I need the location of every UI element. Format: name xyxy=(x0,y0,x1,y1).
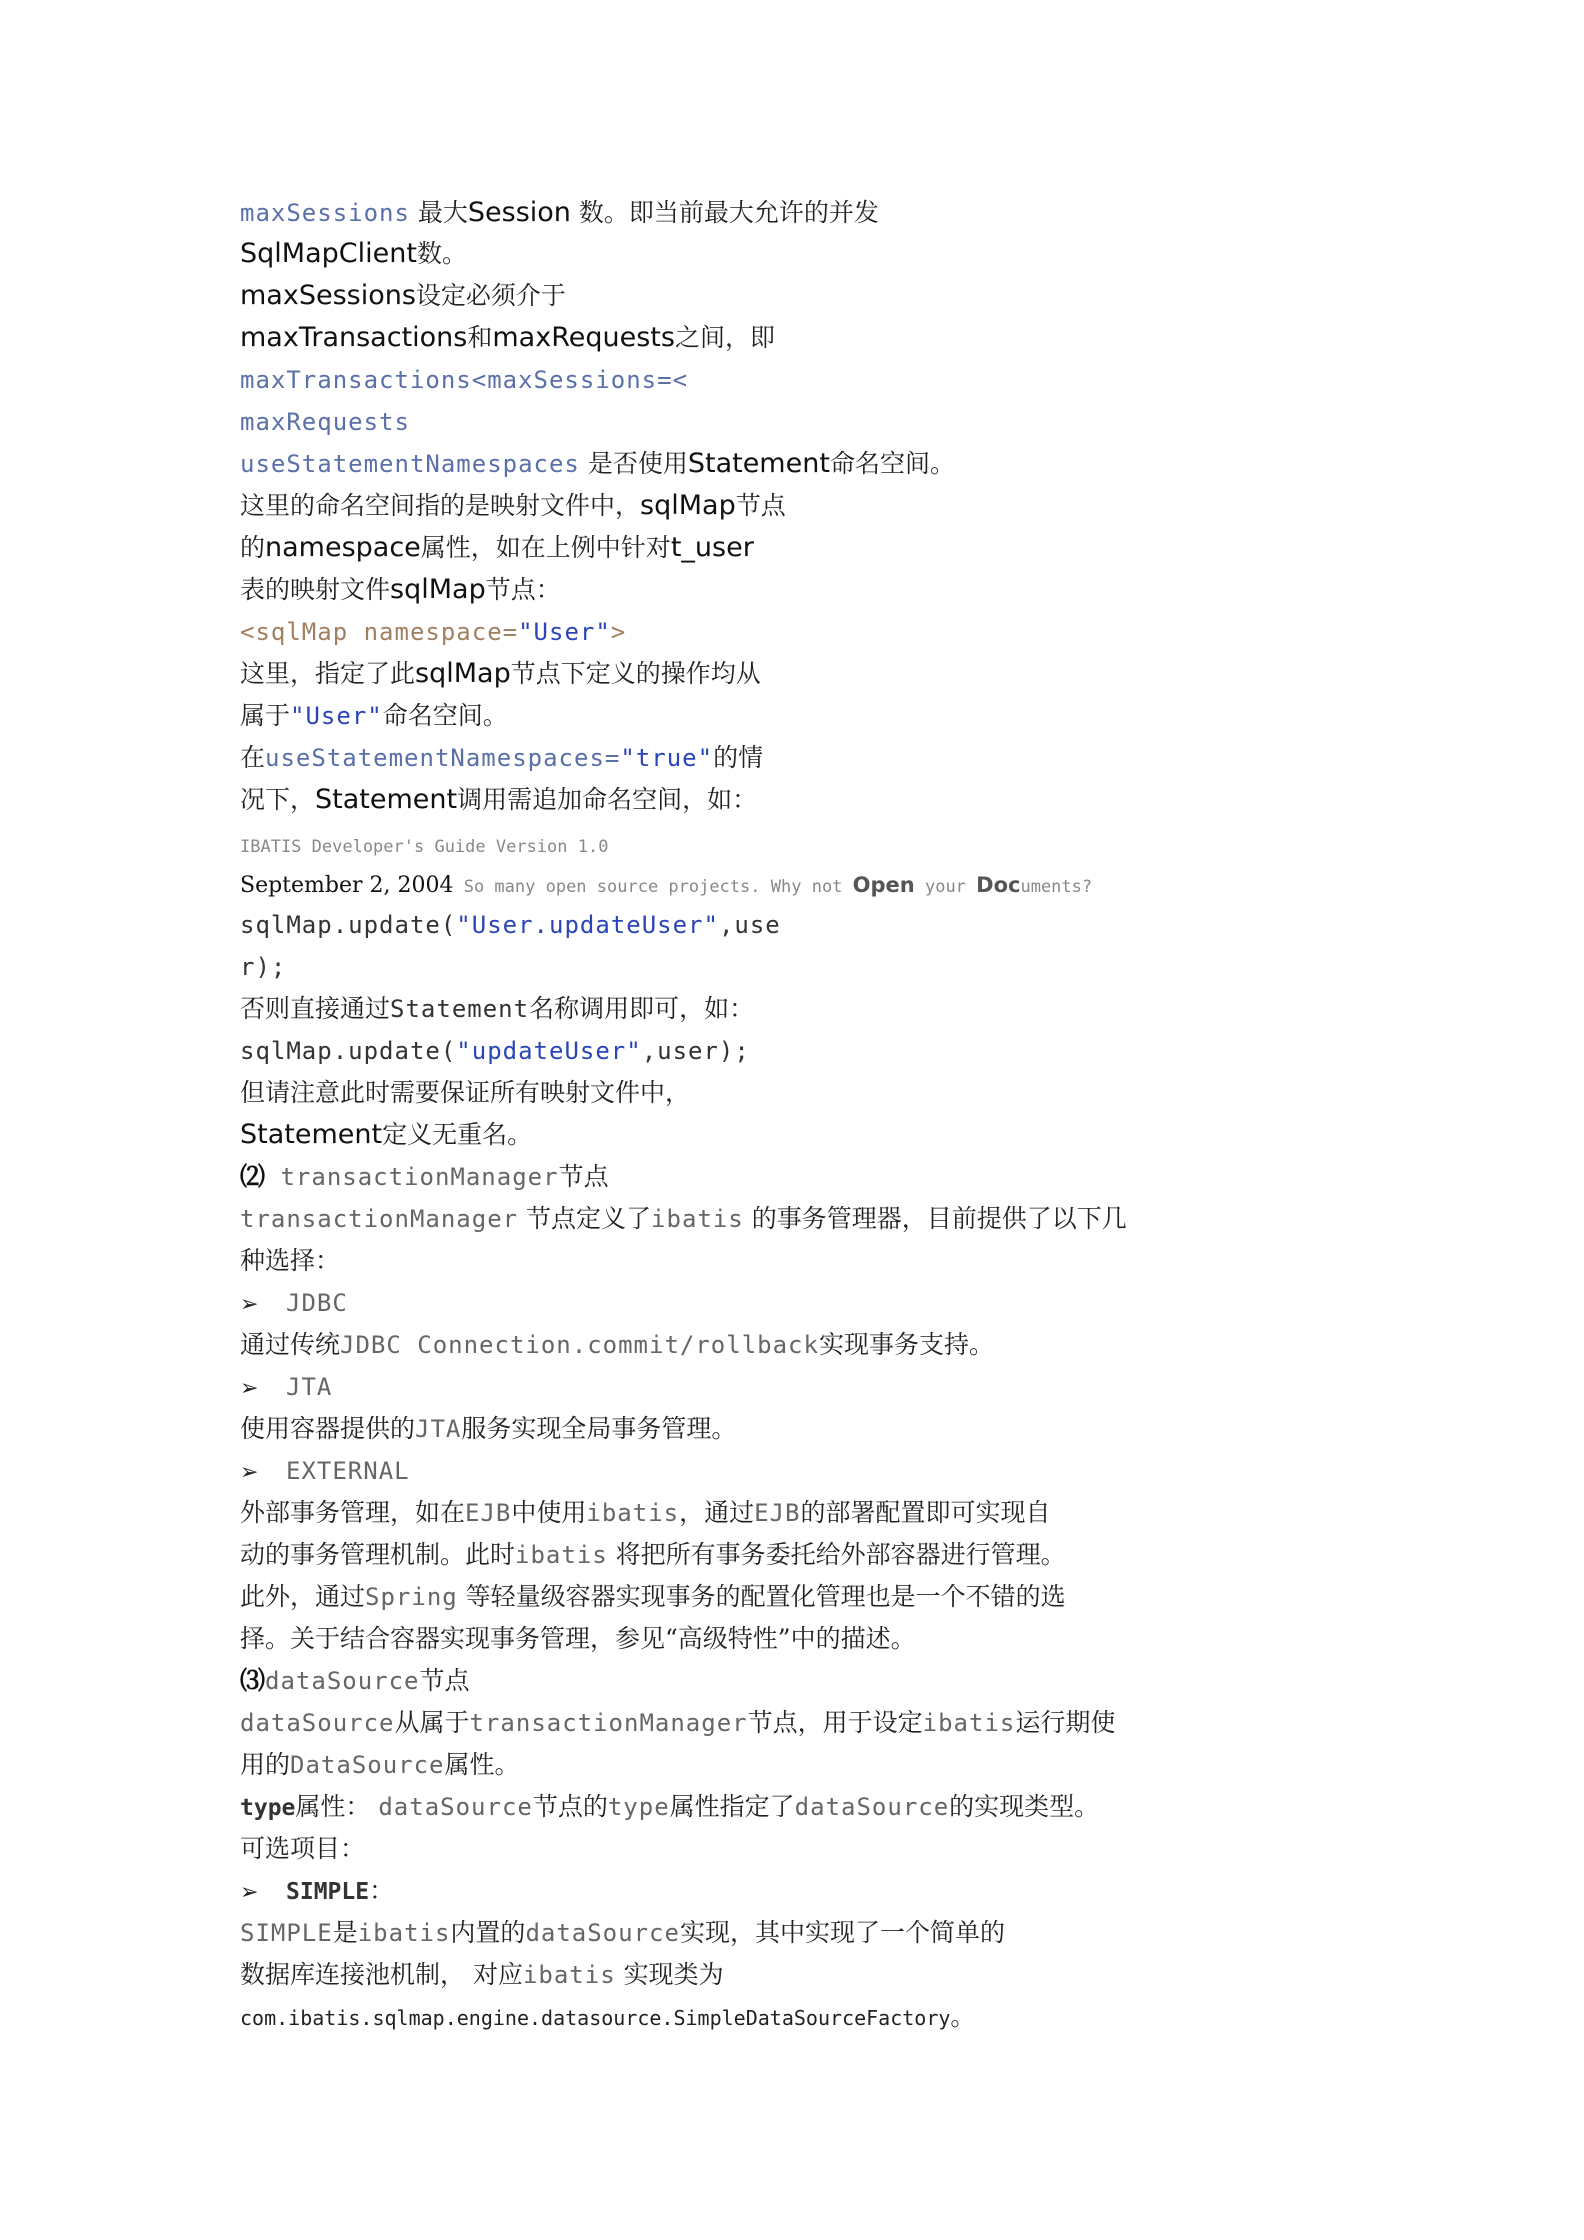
text-line: 这里，指定了此sqlMap节点下定义的操作均从 xyxy=(240,658,761,689)
code-line: com.ibatis.sqlmap.engine.datasource.SimpleDataSourceFactory。 xyxy=(240,2002,976,2031)
text-line: 使用容器提供的JTA服务实现全局事务管理。 xyxy=(240,1414,737,1443)
text-line: 种选择： xyxy=(240,1246,341,1275)
text-line: 外部事务管理，如在EJB中使用ibatis，通过EJB的部署配置即可实现自 xyxy=(240,1498,1051,1527)
text-line: 这里的命名空间指的是映射文件中，sqlMap节点 xyxy=(240,490,786,521)
page-footer-tagline: September 2, 2004 So many open source projects. Why not Open your Documents? xyxy=(240,873,1093,898)
text-line: useStatementNamespaces 是否使用Statement命名空间。 xyxy=(240,448,955,479)
bullet-item: ➢ EXTERNAL xyxy=(240,1454,410,1490)
code-term: maxSessions xyxy=(240,199,410,227)
section-heading: ⑵ transactionManager节点 xyxy=(240,1162,609,1191)
text-line: SqlMapClient数。 xyxy=(240,238,467,269)
text-line: type属性： dataSource节点的type属性指定了dataSource的实现类型。 xyxy=(240,1792,1100,1821)
text-line: 况下，Statement调用需追加命名空间，如： xyxy=(240,784,758,815)
text-line: 在useStatementNamespaces="true"的情 xyxy=(240,743,764,772)
arrow-bullet-icon: ➢ xyxy=(240,1460,259,1485)
text-line: 可选项目： xyxy=(240,1834,366,1863)
bullet-item: ➢ SIMPLE： xyxy=(240,1874,394,1910)
text-line: 属于"User"命名空间。 xyxy=(240,701,508,730)
code-line: sqlMap.update("User.updateUser",use xyxy=(240,911,781,939)
code-line: r); xyxy=(240,953,287,981)
text-line: maxSessions 最大Session 数。即当前最大允许的并发 xyxy=(240,197,879,228)
text-line: 表的映射文件sqlMap节点： xyxy=(240,574,561,605)
text-line: 此外，通过Spring 等轻量级容器实现事务的配置化管理也是一个不错的选 xyxy=(240,1582,1066,1611)
text-line: 用的DataSource属性。 xyxy=(240,1750,520,1779)
bullet-item: ➢ JTA xyxy=(240,1370,332,1406)
text-line: 动的事务管理机制。此时ibatis 将把所有事务委托给外部容器进行管理。 xyxy=(240,1540,1066,1569)
arrow-bullet-icon: ➢ xyxy=(240,1376,259,1401)
text-line: Statement定义无重名。 xyxy=(240,1119,533,1150)
text-line: maxSessions设定必须介于 xyxy=(240,280,566,311)
text-line: 通过传统JDBC Connection.commit/rollback实现事务支持。 xyxy=(240,1330,994,1359)
text-line: SIMPLE是ibatis内置的dataSource实现，其中实现了一个简单的 xyxy=(240,1918,1005,1947)
text-line: 数据库连接池机制， 对应ibatis 实现类为 xyxy=(240,1960,724,1989)
page-footer-version: IBATIS Developer's Guide Version 1.0 xyxy=(240,837,609,857)
text-line: 但请注意此时需要保证所有映射文件中， xyxy=(240,1078,691,1107)
text-line: dataSource从属于transactionManager节点，用于设定ibatis运行期使 xyxy=(240,1708,1116,1737)
bullet-item: ➢ JDBC xyxy=(240,1286,348,1322)
text-line: transactionManager 节点定义了ibatis 的事务管理器，目前提供了以下几 xyxy=(240,1204,1127,1233)
text-line: 否则直接通过Statement名称调用即可，如： xyxy=(240,994,755,1023)
text-line: 择。关于结合容器实现事务管理，参见“高级特性”中的描述。 xyxy=(240,1624,916,1653)
arrow-bullet-icon: ➢ xyxy=(240,1292,259,1317)
text-line: maxTransactions和maxRequests之间，即 xyxy=(240,322,775,353)
code-line: sqlMap.update("updateUser",user); xyxy=(240,1037,750,1065)
section-heading: ⑶dataSource节点 xyxy=(240,1666,470,1695)
code-line: maxRequests xyxy=(240,408,410,436)
text-line: 的namespace属性，如在上例中针对t_user xyxy=(240,532,754,563)
code-line: <sqlMap namespace="User"> xyxy=(240,618,627,646)
code-line: maxTransactions<maxSessions=< xyxy=(240,366,689,394)
arrow-bullet-icon: ➢ xyxy=(240,1880,259,1905)
